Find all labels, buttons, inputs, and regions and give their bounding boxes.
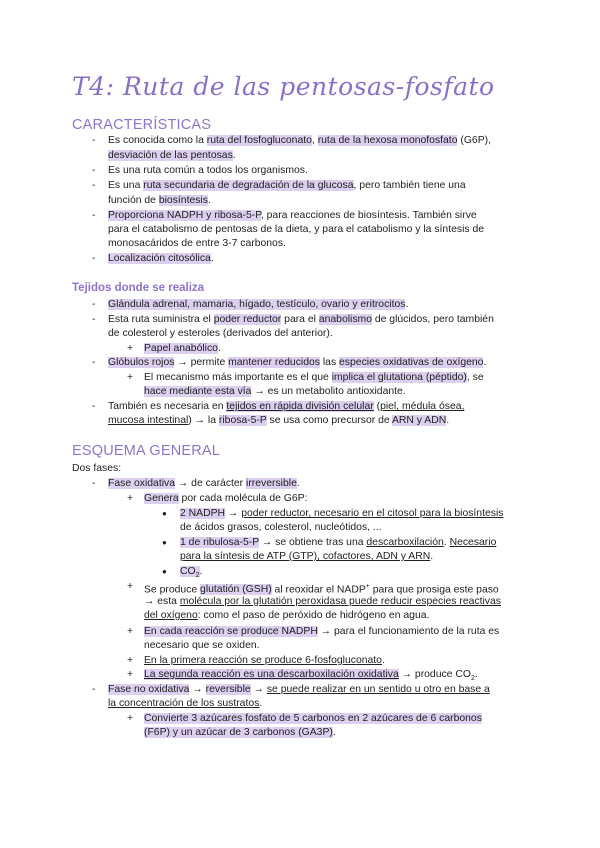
dash-bullet: - bbox=[92, 253, 96, 264]
dash-bullet: - bbox=[92, 165, 96, 176]
text-line: Dos fases: bbox=[72, 463, 122, 474]
page-title: T4: Ruta de las pentosas-fosfato bbox=[72, 72, 495, 101]
plus-bullet: + bbox=[127, 713, 134, 724]
text-line: de ácidos grasos, colesterol, nucleótidos, ... bbox=[180, 522, 382, 533]
dash-bullet: - bbox=[92, 478, 96, 489]
text-line: $CO_2$. bbox=[180, 566, 203, 580]
text-line: 2 NADPH → poder reductor, necesario en el citosol para la biosíntesis bbox=[180, 508, 504, 519]
text-line: mucosa intestinal) → la ribosa-5-P se usa como precursor de ARN y ADN. bbox=[108, 415, 450, 426]
text-line: (F6P) y un azúcar de 3 carbonos (GA3P). bbox=[144, 727, 336, 738]
dot-bullet: ● bbox=[162, 567, 167, 576]
text-line: Es una ruta común a todos los organismos. bbox=[108, 165, 308, 176]
text-line: Esta ruta suministra el poder reductor para el anabolismo de glúcidos, pero también bbox=[108, 314, 494, 325]
plus-bullet: + bbox=[127, 655, 134, 666]
text-line: desviación de las pentosas. bbox=[108, 150, 236, 161]
text-line: de colesterol y esteroles (derivados del anterior). bbox=[108, 328, 333, 339]
dash-bullet: - bbox=[92, 314, 96, 325]
text-line: En la primera reacción se produce 6-fosfogluconato. bbox=[144, 655, 385, 666]
text-line: → esta molécula por la glutatión peroxidasa puede reducir especies reactivas bbox=[144, 596, 501, 607]
plus-bullet: + bbox=[127, 343, 134, 354]
plus-bullet: + bbox=[127, 372, 134, 383]
text-line: También es necesaria en tejidos en rápida división celular (piel, médula ósea, bbox=[108, 401, 465, 412]
dash-bullet: - bbox=[92, 684, 96, 695]
text-line: hace mediante esta vía → es un metabolito antioxidante. bbox=[144, 386, 406, 397]
plus-bullet: + bbox=[127, 581, 134, 592]
plus-bullet: + bbox=[127, 626, 134, 637]
text-line: Se produce glutatión (GSH) al reoxidar el NADP+ para que prosiga este paso bbox=[144, 583, 499, 596]
dash-bullet: - bbox=[92, 210, 96, 221]
dash-bullet: - bbox=[92, 180, 96, 191]
text-line: Convierte 3 azúcares fosfato de 5 carbonos en 2 azúcares de 6 carbonos bbox=[144, 713, 482, 724]
text-line: para la síntesis de ATP (GTP), cofactores, ADN y ARN. bbox=[180, 551, 434, 562]
text-line: El mecanismo más importante es el que implica el glutationa (péptido), se bbox=[144, 372, 484, 383]
text-line: Fase no oxidativa → reversible → se puede realizar en un sentido u otro en base a bbox=[108, 684, 490, 695]
text-line: La segunda reacción es una descarboxilación oxidativa → produce $CO_2$. bbox=[144, 669, 478, 683]
text-line: monosacáridos de entre 3-7 carbonos. bbox=[108, 238, 286, 249]
text-line: Glóbulos rojos → permite mantener reducidos las especies oxidativas de oxígeno. bbox=[108, 357, 487, 368]
section-heading-tejidos: Tejidos donde se realiza bbox=[72, 282, 205, 294]
plus-bullet: + bbox=[127, 669, 134, 680]
dash-bullet: - bbox=[92, 357, 96, 368]
section-heading-esquema: ESQUEMA GENERAL bbox=[72, 443, 221, 459]
plus-bullet: + bbox=[127, 493, 134, 504]
text-line: Localización citosólica. bbox=[108, 253, 214, 264]
text-line: Fase oxidativa → de carácter irreversible. bbox=[108, 478, 300, 489]
text-line: necesario que se oxiden. bbox=[144, 640, 260, 651]
text-line: 1 de ribulosa-5-P → se obtiene tras una descarboxilación. Necesario bbox=[180, 537, 497, 548]
dot-bullet: ● bbox=[162, 509, 167, 518]
text-line: Proporciona NADPH y ribosa-5-P, para reacciones de biosíntesis. También sirve bbox=[108, 210, 477, 221]
text-line: la concentración de los sustratos. bbox=[108, 698, 263, 709]
dot-bullet: ● bbox=[162, 538, 167, 547]
text-line: función de biosíntesis. bbox=[108, 195, 211, 206]
dash-bullet: - bbox=[92, 401, 96, 412]
text-line: para el catabolismo de pentosas de la dieta, y para el catabolismo y la síntesis de bbox=[108, 224, 485, 235]
dash-bullet: - bbox=[92, 135, 96, 146]
text-line: Papel anabólico. bbox=[144, 343, 221, 354]
text-line: Es una ruta secundaria de degradación de la glucosa, pero también tiene una bbox=[108, 180, 466, 191]
dash-bullet: - bbox=[92, 299, 96, 310]
text-line: del oxígeno: como el paso de peróxido de hidrógeno en agua. bbox=[144, 610, 430, 621]
text-line: Es conocida como la ruta del fosfogluconato, ruta de la hexosa monofosfato (G6P), bbox=[108, 135, 491, 146]
text-line: Genera por cada molécula de G6P: bbox=[144, 493, 308, 504]
text-line: Glándula adrenal, mamaria, hígado, testículo, ovario y eritrocitos. bbox=[108, 299, 409, 310]
text-line: En cada reacción se produce NADPH → para el funcionamiento de la ruta es bbox=[144, 626, 500, 637]
section-heading-caracteristicas: CARACTERÍSTICAS bbox=[72, 117, 212, 133]
